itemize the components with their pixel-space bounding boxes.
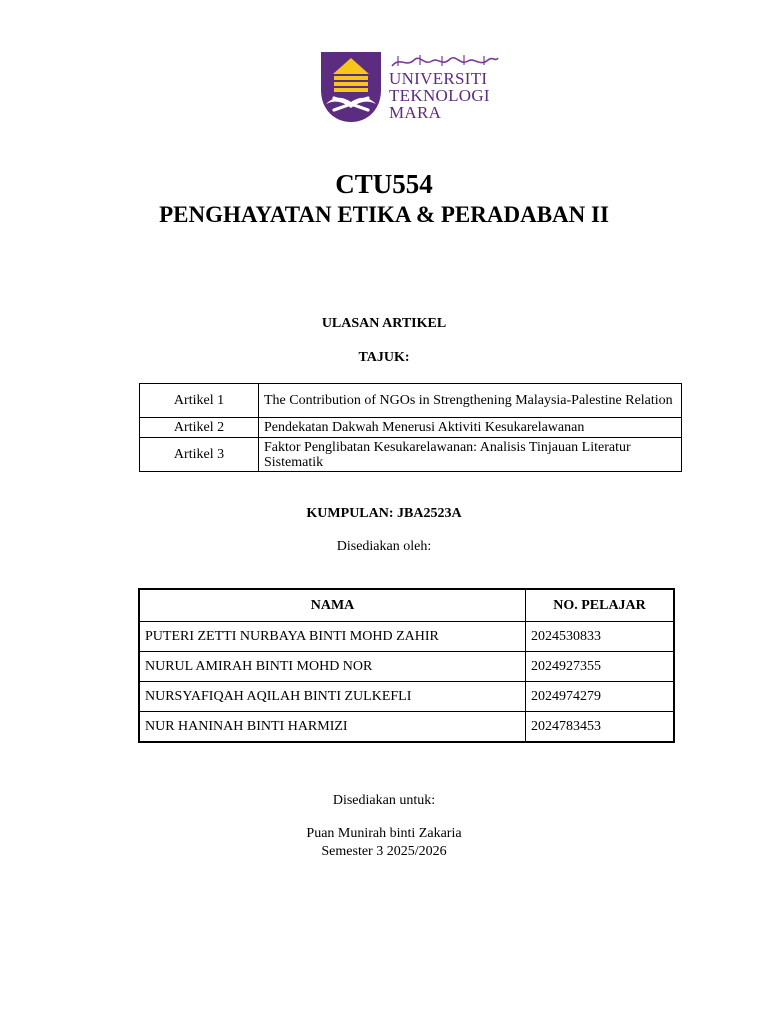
id-column-header: NO. PELAJAR [526,589,675,622]
course-code: CTU554 [335,169,433,199]
assignment-type: ULASAN ARTIKEL [321,316,447,331]
semester-info: Semester 3 2025/2026 [321,844,447,859]
table-row [140,438,682,472]
member-id: 2024974279 [526,682,675,712]
member-id: 2024783453 [526,712,675,743]
article-title: Faktor Penglibatan Kesukarelawanan: Analisis Tinjauan Literatur Sistematik [259,438,682,472]
jawi-script-icon [390,52,500,70]
course-header [0,168,768,229]
article-title: The Contribution of NGOs in Strengthening Malaysia-Palestine Relation [259,384,682,418]
name-column-header: NAMA [139,589,526,622]
member-name: PUTERI ZETTI NURBAYA BINTI MOHD ZAHIR [139,622,526,652]
logo-wordmark [389,70,490,121]
table-row [139,682,674,712]
course-title: PENGHAYATAN ETIKA & PERADABAN II [159,202,609,227]
group-label: KUMPULAN: JBA2523A [306,506,462,521]
member-id: 2024530833 [526,622,675,652]
table-row [139,712,674,743]
articles-table [139,383,682,472]
prepared-for-label: Disediakan untuk: [332,793,436,808]
uitm-logo [320,50,500,126]
table-row [139,652,674,682]
lecturer-name: Puan Munirah binti Zakaria [306,826,462,841]
article-label: Artikel 2 [140,418,259,438]
logo-line-3: MARA [389,103,442,122]
logo-line-1: UNIVERSITI [389,69,488,88]
member-name: NUR HANINAH BINTI HARMIZI [139,712,526,743]
member-name: NURSYAFIQAH AQILAH BINTI ZULKEFLI [139,682,526,712]
table-header-row [139,589,674,622]
logo-line-2: TEKNOLOGI [389,86,490,105]
member-id: 2024927355 [526,652,675,682]
article-label: Artikel 3 [140,438,259,472]
table-row [140,384,682,418]
prepared-by-label: Disediakan oleh: [336,539,432,554]
member-name: NURUL AMIRAH BINTI MOHD NOR [139,652,526,682]
article-label: Artikel 1 [140,384,259,418]
uitm-shield-icon [320,50,382,124]
members-table [138,588,675,743]
table-row [140,418,682,438]
article-title: Pendekatan Dakwah Menerusi Aktiviti Kesukarelawanan [259,418,682,438]
logo-jawi-text [390,52,500,70]
table-row [139,622,674,652]
topic-label: TAJUK: [358,350,410,365]
